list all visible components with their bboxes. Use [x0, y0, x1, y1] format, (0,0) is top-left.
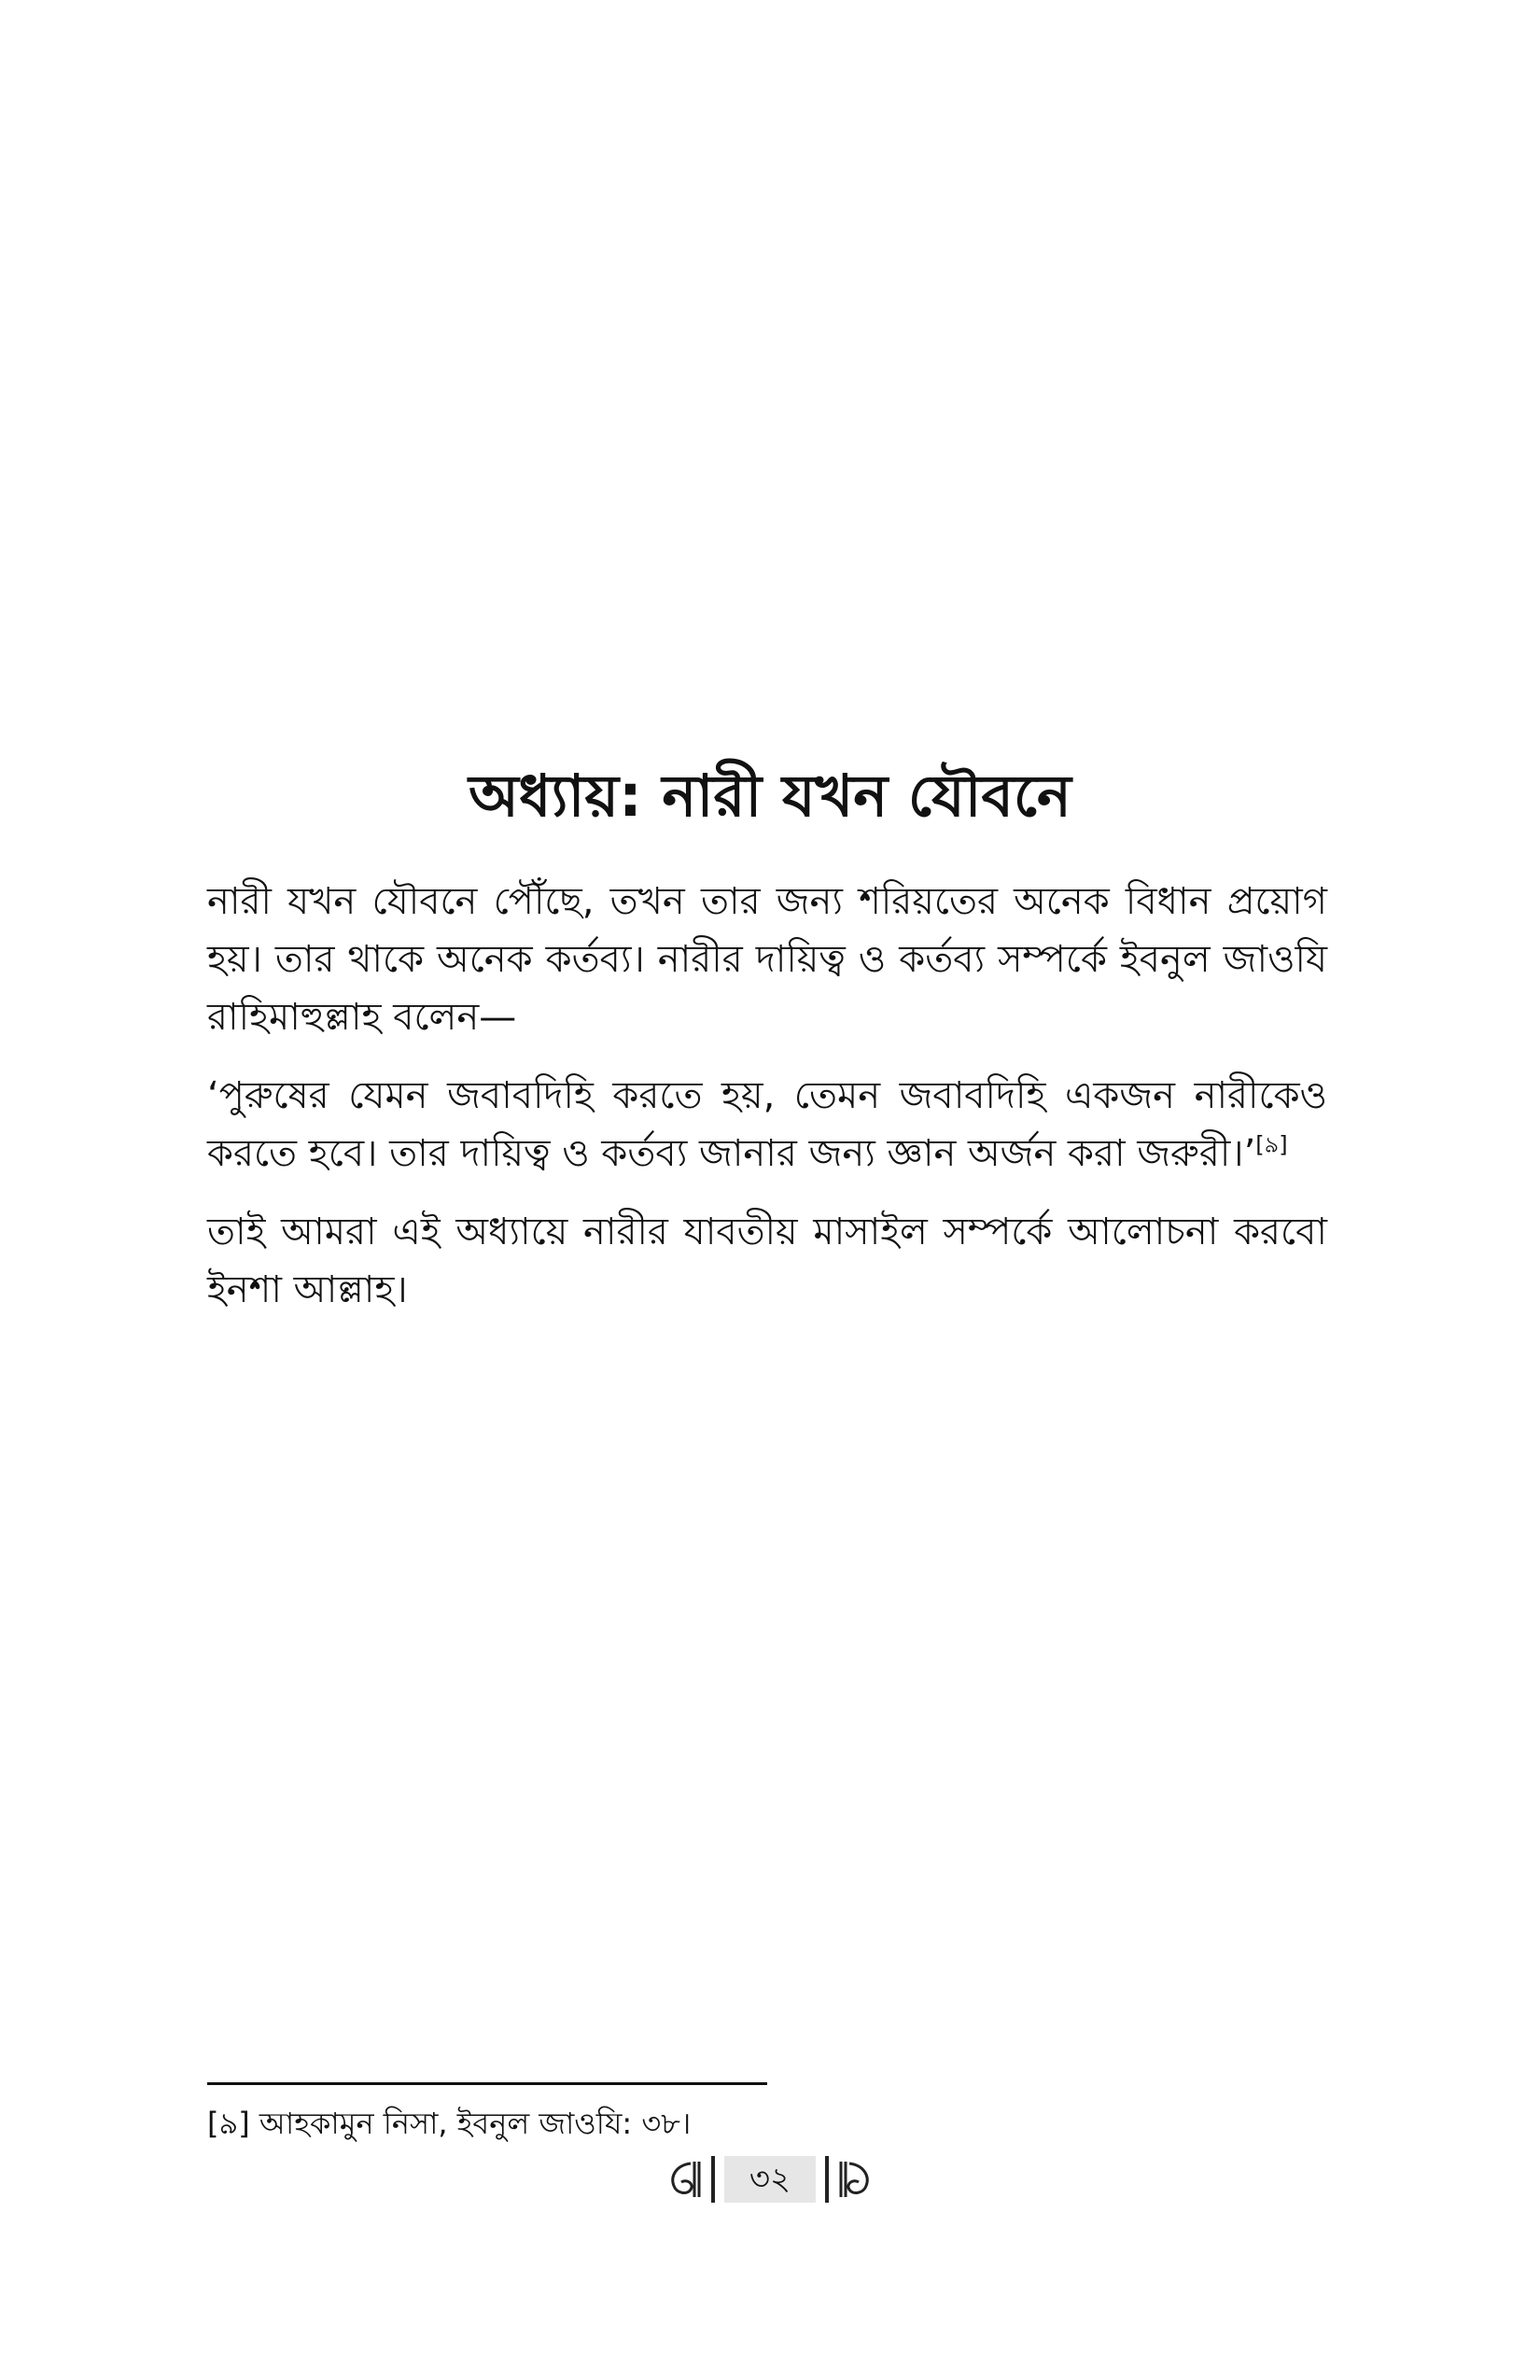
left-ornament-icon	[663, 2158, 702, 2201]
right-ornament-icon	[838, 2158, 877, 2201]
paragraph-quote-text: ‘পুরুষের যেমন জবাবদিহি করতে হয়, তেমন জবাবদিহি একজন নারীকেও করতে হবে। তার দায়িত্ব ও কর্তব্য জানার জন্য জ্ঞান অর্জন করা জরুরী।’	[207, 1074, 1327, 1175]
paragraph-intro	[207, 873, 1327, 1046]
chapter-title: অধ্যায়: নারী যখন যৌবনে	[469, 762, 1071, 830]
page-number-left-bar	[711, 2156, 715, 2203]
paragraph-conclusion-text: তাই আমরা এই অধ্যায়ে নারীর যাবতীয় মাসাইল সম্পর্কে আলোচনা করবো ইনশা আল্লাহ।	[207, 1211, 1327, 1311]
footnote-marker[interactable]: [৯]	[1255, 1131, 1288, 1158]
footnote-divider	[207, 2082, 767, 2085]
page-number-right-bar	[825, 2156, 829, 2203]
body-text	[207, 873, 1327, 1339]
paragraph-quote	[207, 1067, 1327, 1183]
page-number: ৩২	[724, 2156, 816, 2203]
paragraph-conclusion	[207, 1203, 1327, 1319]
footnote: [৯] আহকামুন নিসা, ইবনুল জাওযি: ৩৮।	[207, 2106, 692, 2141]
page-number-frame	[663, 2156, 877, 2203]
paragraph-intro-text: নারী যখন যৌবনে পৌঁছে, তখন তার জন্য শরিয়তের অনেক বিধান প্রয়োগ হয়। তার থাকে অনেক কর্তব্য। নারীর দায়িত্ব ও কর্তব্য সম্পর্কে ইবনুল জাওযি রাহিমাহুল্লাহ বলেন—	[207, 880, 1328, 1039]
page-footer	[0, 2156, 1540, 2205]
